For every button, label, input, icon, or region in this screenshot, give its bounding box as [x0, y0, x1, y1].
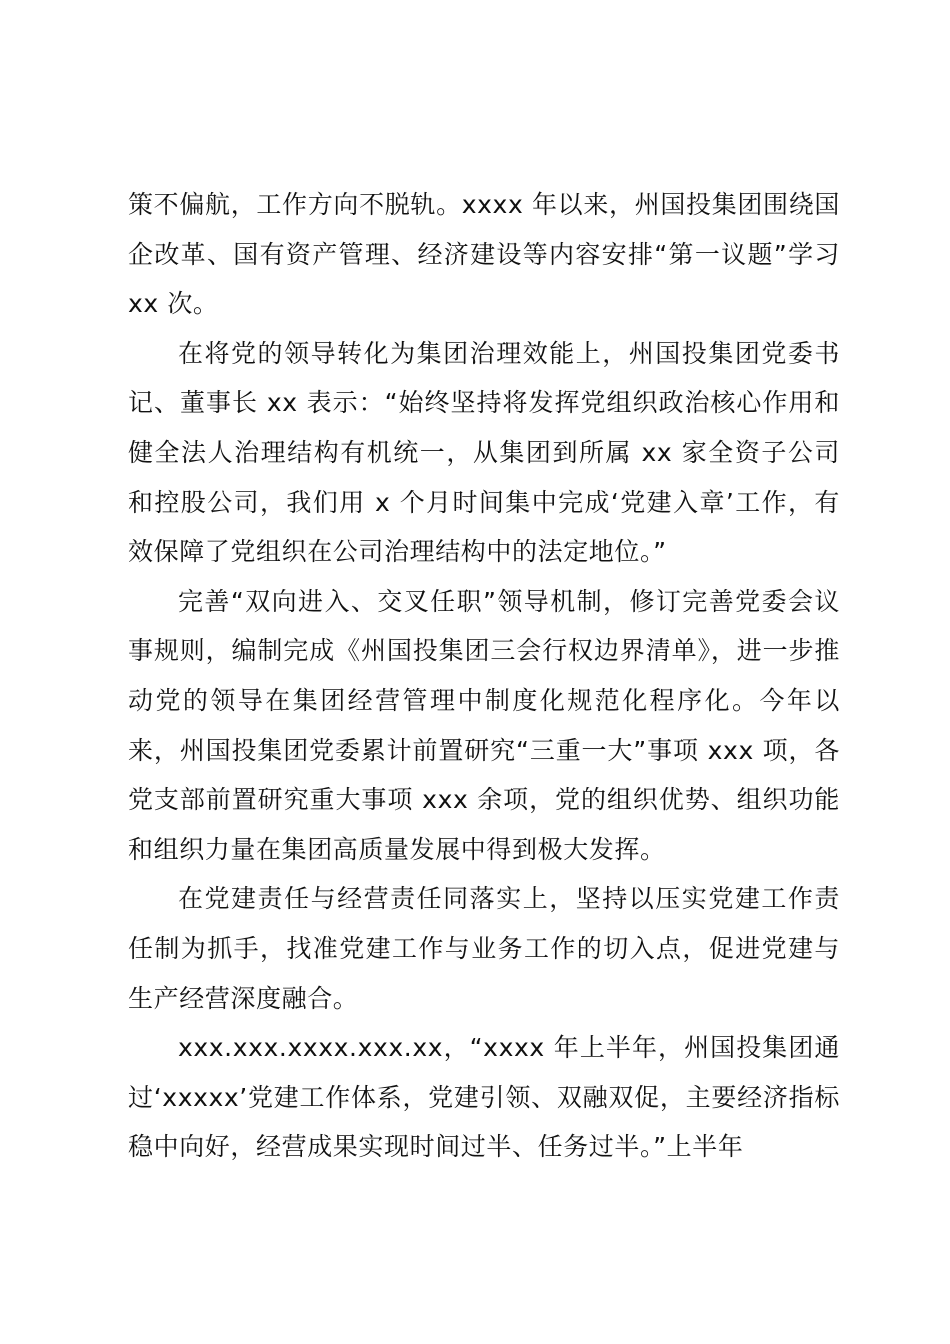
- document-body: [128, 180, 840, 1172]
- paragraph-5: xxx.xxx.xxxx.xxx.xx，“xxxx 年上半年，州国投集团通过‘xxxxx’党建工作体系，党建引领、双融双促，主要经济指标稳中向好，经营成果实现时间过半、任务过半。”上半年: [128, 1033, 840, 1162]
- paragraph-1: 策不偏航，工作方向不脱轨。xxxx 年以来，州国投集团围绕国企改革、国有资产管理、经济建设等内容安排“第一议题”学习 xx 次。: [128, 190, 840, 319]
- paragraph-3: 完善“双向进入、交叉任职”领导机制，修订完善党委会议事规则，编制完成《州国投集团三会行权边界清单》，进一步推动党的领导在集团经营管理中制度化规范化程序化。今年以来，州国投集团党委累计前置研究“三重一大”事项 xxx 项，各党支部前置研究重大事项 xxx 余项，党的组织优势、组织功能和组织力量在集团高质量发展中得到极大发挥。: [128, 586, 840, 864]
- paragraph-4: 在党建责任与经营责任同落实上，坚持以压实党建工作责任制为抓手，找准党建工作与业务工作的切入点，促进党建与生产经营深度融合。: [128, 884, 840, 1013]
- paragraph-2: 在将党的领导转化为集团治理效能上，州国投集团党委书记、董事长 xx 表示：“始终坚持将发挥党组织政治核心作用和健全法人治理结构有机统一，从集团到所属 xx 家全资子公司和控股公司，我们用 x 个月时间集中完成‘党建入章’工作，有效保障了党组织在公司治理结构中的法定地位。”: [128, 338, 840, 567]
